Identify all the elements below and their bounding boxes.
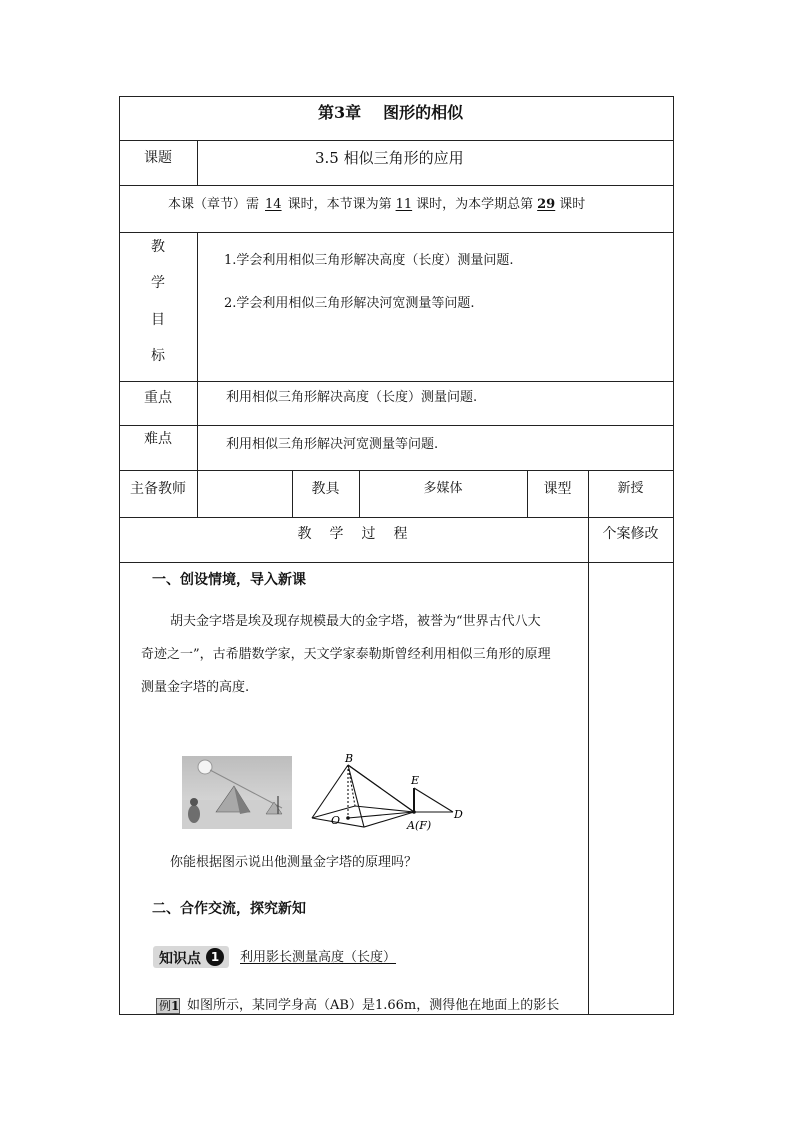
- label-O: O: [331, 814, 341, 827]
- section1-line-3: 测量金字塔的高度.: [141, 680, 250, 695]
- type-value: 新授: [617, 481, 644, 496]
- observer-figure: [188, 805, 200, 823]
- hours-current: 11: [395, 197, 413, 212]
- key-point-text: 利用相似三角形解决高度（长度）测量问题.: [226, 390, 478, 405]
- hours-line: 本课（章节）需 14 课时，本节课为第 11 课时，为本学期总第 29 课时: [168, 197, 586, 212]
- hours-total: 14: [265, 197, 282, 212]
- process-title: 教 学 过 程: [297, 526, 410, 542]
- chapter-number: 第3章: [318, 103, 362, 122]
- grid-h-top: [119, 96, 674, 97]
- goal-label-3: 目: [151, 312, 165, 328]
- goal-label-4: 标: [151, 348, 165, 364]
- label-D: D: [454, 808, 463, 821]
- grid-v-right: [673, 96, 674, 1015]
- tools-label: 教具: [311, 481, 340, 497]
- grid-v-left: [119, 96, 120, 1015]
- section2-heading: 二、合作交流，探究新知: [152, 901, 306, 917]
- label-AF: A(F): [407, 819, 432, 832]
- label-E: E: [411, 774, 420, 787]
- grid-h: [119, 470, 674, 471]
- grid-v: [197, 140, 198, 185]
- grid-h: [119, 140, 674, 141]
- hours-term: 29: [537, 197, 556, 212]
- lesson-title: 3.5 相似三角形的应用: [315, 149, 464, 167]
- edge: [312, 765, 348, 818]
- example-label: 例: [159, 999, 172, 1013]
- knowledge-badge: [153, 946, 229, 968]
- example-badge: [156, 998, 180, 1014]
- teacher-label: 主备教师: [130, 481, 186, 497]
- grid-h: [119, 232, 674, 233]
- goal-item-2: 2.学会利用相似三角形解决河宽测量等问题.: [224, 296, 475, 311]
- grid-h: [119, 517, 674, 518]
- observer-head: [190, 798, 198, 806]
- difficulty-text: 利用相似三角形解决河宽测量等问题.: [226, 437, 439, 452]
- knowledge-number: 1: [206, 948, 224, 966]
- section1-line-2: 奇迹之一”，古希腊数学家，天文学家泰勒斯曾经利用相似三角形的原理: [141, 647, 551, 662]
- geometry-diagram: [303, 752, 473, 832]
- type-label: 课型: [543, 481, 572, 497]
- section1-question: 你能根据图示说出他测量金字塔的原理吗？: [170, 855, 418, 870]
- section1-line-1: 胡夫金字塔是埃及现存规模最大的金字塔，被誉为“世界古代八大: [170, 614, 541, 629]
- chapter-title: 图形的相似: [383, 103, 464, 122]
- knowledge-title: 利用影长测量高度（长度）: [240, 950, 397, 965]
- point-O: [346, 816, 350, 820]
- grid-h: [119, 425, 674, 426]
- grid-h: [119, 185, 674, 186]
- pyramid-photo: [182, 756, 292, 829]
- section1-heading: 一、创设情境，导入新课: [152, 572, 306, 588]
- revision-label: 个案修改: [602, 526, 659, 542]
- difficulty-label: 难点: [144, 431, 172, 447]
- example-number: 1: [171, 999, 180, 1013]
- line-ED: [414, 788, 453, 812]
- grid-h: [119, 562, 674, 563]
- lesson-label: 课题: [144, 150, 172, 166]
- grid-v: [588, 517, 589, 1014]
- key-point-label: 重点: [144, 390, 172, 406]
- goal-label-1: 教: [151, 239, 165, 255]
- point-A: [412, 810, 416, 814]
- label-B: B: [345, 752, 354, 765]
- goal-item-1: 1.学会利用相似三角形解决高度（长度）测量问题.: [224, 253, 514, 268]
- example-text: 如图所示，某同学身高（AB）是1.66m，测得他在地面上的影长: [187, 998, 560, 1013]
- sun-icon: [198, 760, 212, 774]
- chapter-heading: [318, 103, 463, 123]
- grid-h: [119, 381, 674, 382]
- knowledge-badge-label: 知识点: [159, 951, 201, 967]
- goal-label-2: 学: [151, 275, 165, 291]
- grid-v: [197, 232, 198, 517]
- tools-value: 多媒体: [423, 481, 463, 496]
